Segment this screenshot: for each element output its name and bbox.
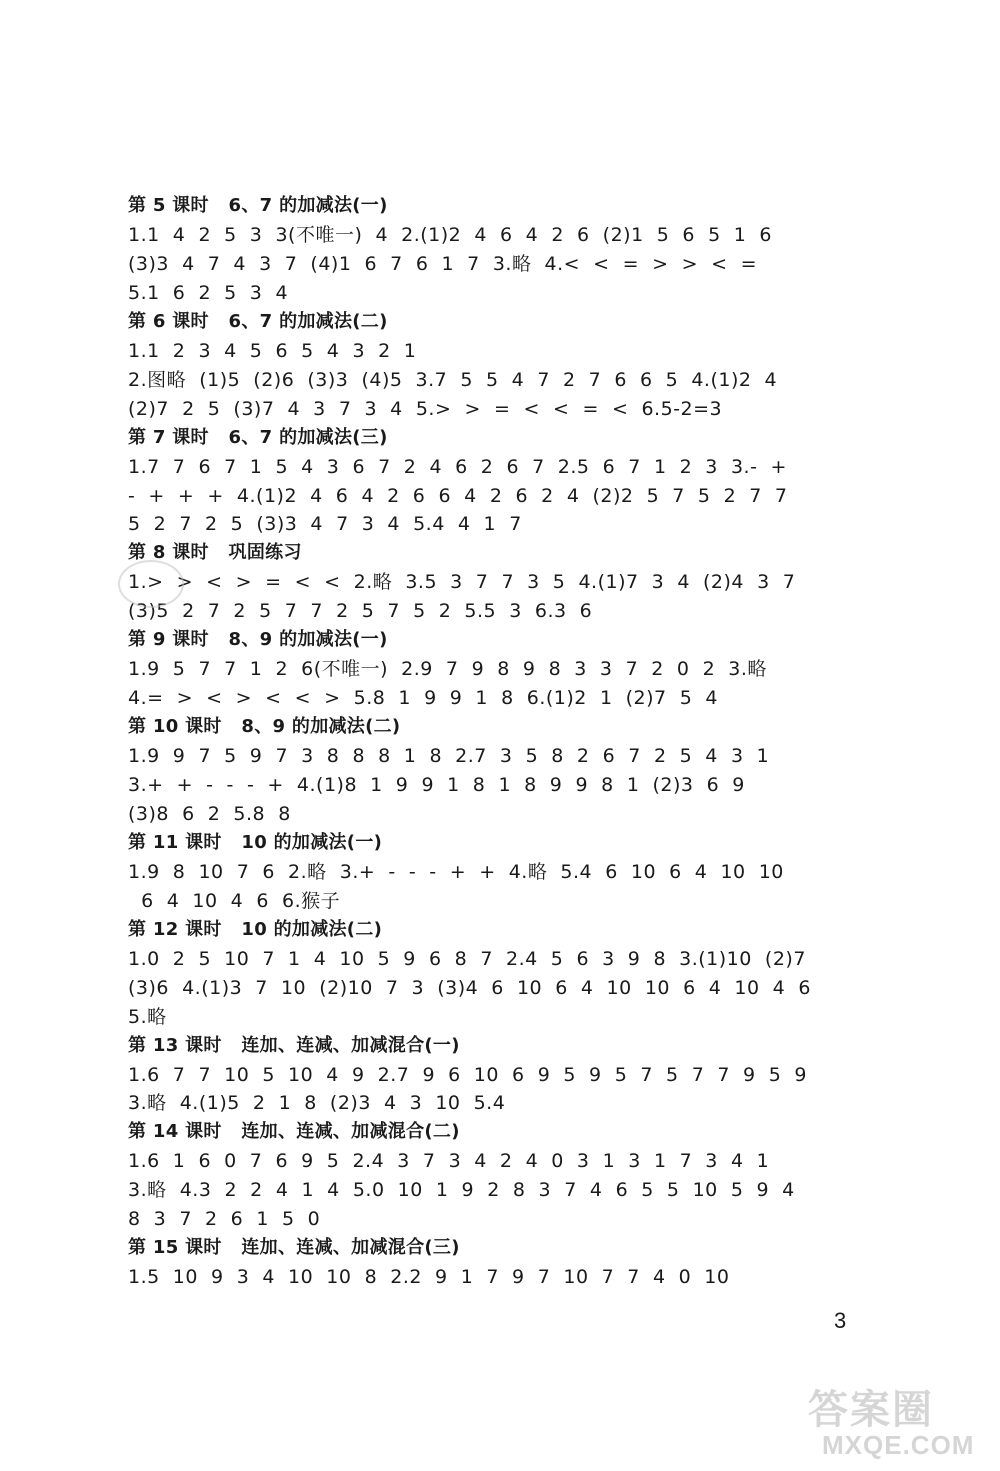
lesson-heading: 第 11 课时 10 的加减法(一) xyxy=(128,831,383,853)
answer-line: 3.略 4.3 2 2 4 1 4 5.0 10 1 9 2 8 3 7 4 6 5 5 10 5 9 4 xyxy=(128,1179,795,1202)
answer-line: (3)3 4 7 4 3 7 (4)1 6 7 6 1 7 3.略 4.< < = > > < = xyxy=(128,252,758,275)
answer-line: 5 2 7 2 5 (3)3 4 7 3 4 5.4 4 1 7 xyxy=(128,513,522,536)
answer-line: 1.6 1 6 0 7 6 9 5 2.4 3 7 3 4 2 4 0 3 1 3 1 7 3 4 1 xyxy=(128,1150,770,1173)
watermark-url: MXQE.COM xyxy=(822,1430,975,1460)
answer-line: 5.略 xyxy=(128,1005,167,1028)
answer-line: 5.1 6 2 5 3 4 xyxy=(128,281,289,304)
answer-line: 4.= > < > < < > 5.8 1 9 9 1 8 6.(1)2 1 (2)7 5 4 xyxy=(128,687,718,710)
answer-line: 1.6 7 7 10 5 10 4 9 2.7 9 6 10 6 9 5 9 5 7 5 7 7 9 5 9 xyxy=(128,1063,807,1086)
lesson-heading: 第 12 课时 10 的加减法(二) xyxy=(128,918,383,940)
lesson-heading: 第 7 课时 6、7 的加减法(三) xyxy=(128,426,388,448)
lesson-heading: 第 14 课时 连加、连减、加减混合(二) xyxy=(128,1121,460,1143)
answer-line: 1.5 10 9 3 4 10 10 8 2.2 9 1 7 9 7 10 7 7 4 0 10 xyxy=(128,1266,730,1289)
answer-line: (3)5 2 7 2 5 7 7 2 5 7 5 2 5.5 3 6.3 6 xyxy=(128,600,593,623)
lesson-heading: 第 10 课时 8、9 的加减法(二) xyxy=(128,716,401,738)
lesson-heading: 第 13 课时 连加、连减、加减混合(一) xyxy=(128,1034,460,1056)
answer-line: 1.9 9 7 5 9 7 3 8 8 8 1 8 2.7 3 5 8 2 6 7 2 5 4 3 1 xyxy=(128,745,770,768)
faint-stamp-mark xyxy=(118,560,184,608)
answer-line: 1.> > < > = < < 2.略 3.5 3 7 7 3 5 4.(1)7 3 4 (2)4 3 7 xyxy=(128,571,796,594)
page-number: 3 xyxy=(834,1308,847,1333)
answer-line: 3.+ + - - - + 4.(1)8 1 9 9 1 8 1 8 9 9 8 1 (2)3 6 9 xyxy=(128,774,745,796)
lesson-heading: 第 15 课时 连加、连减、加减混合(三) xyxy=(128,1237,460,1259)
answer-line: (2)7 2 5 (3)7 4 3 7 3 4 5.> > = < < = < 6.5-2=3 xyxy=(128,397,723,420)
answer-line: 3.略 4.(1)5 2 1 8 (2)3 4 3 10 5.4 xyxy=(128,1092,506,1115)
answer-line: 1.0 2 5 10 7 1 4 10 5 9 6 8 7 2.4 5 6 3 9 8 3.(1)10 (2)7 xyxy=(128,947,806,970)
answer-line: 6 4 10 4 6 6.猴子 xyxy=(128,889,341,912)
lesson-heading: 第 6 课时 6、7 的加减法(二) xyxy=(128,310,388,332)
answer-line: 1.9 8 10 7 6 2.略 3.+ - - - + + 4.略 5.4 6 10 6 4 10 10 xyxy=(128,860,784,883)
answer-line: - + + + 4.(1)2 4 6 4 2 6 6 4 2 6 2 4 (2)2 5 7 5 2 7 7 xyxy=(128,484,788,507)
answer-line: 1.1 4 2 5 3 3(不唯一) 4 2.(1)2 4 6 4 2 6 (2)1 5 6 5 1 6 xyxy=(128,223,773,246)
answer-line: 8 3 7 2 6 1 5 0 xyxy=(128,1208,321,1231)
lesson-heading: 第 9 课时 8、9 的加减法(一) xyxy=(128,629,388,651)
answer-line: 2.图略 (1)5 (2)6 (3)3 (4)5 3.7 5 5 4 7 2 7 6 6 5 4.(1)2 4 xyxy=(128,368,778,391)
watermark-logo: 答案圈 xyxy=(808,1387,934,1433)
lesson-heading: 第 5 课时 6、7 的加减法(一) xyxy=(128,195,388,216)
site-watermark xyxy=(808,1378,998,1466)
answer-line: (3)8 6 2 5.8 8 xyxy=(128,802,291,825)
answer-line: 1.1 2 3 4 5 6 5 4 3 2 1 xyxy=(128,339,417,362)
answer-line: (3)6 4.(1)3 7 10 (2)10 7 3 (3)4 6 10 6 4 10 10 6 4 10 4 6 xyxy=(128,976,811,999)
lesson-heading: 第 8 课时 巩固练习 xyxy=(128,542,302,564)
answer-line: 1.7 7 6 7 1 5 4 3 6 7 2 4 6 2 6 7 2.5 6 7 1 2 3 3.- + xyxy=(128,455,787,478)
answer-line: 1.9 5 7 7 1 2 6(不唯一) 2.9 7 9 8 9 8 3 3 7 2 0 2 3.略 xyxy=(128,658,767,681)
